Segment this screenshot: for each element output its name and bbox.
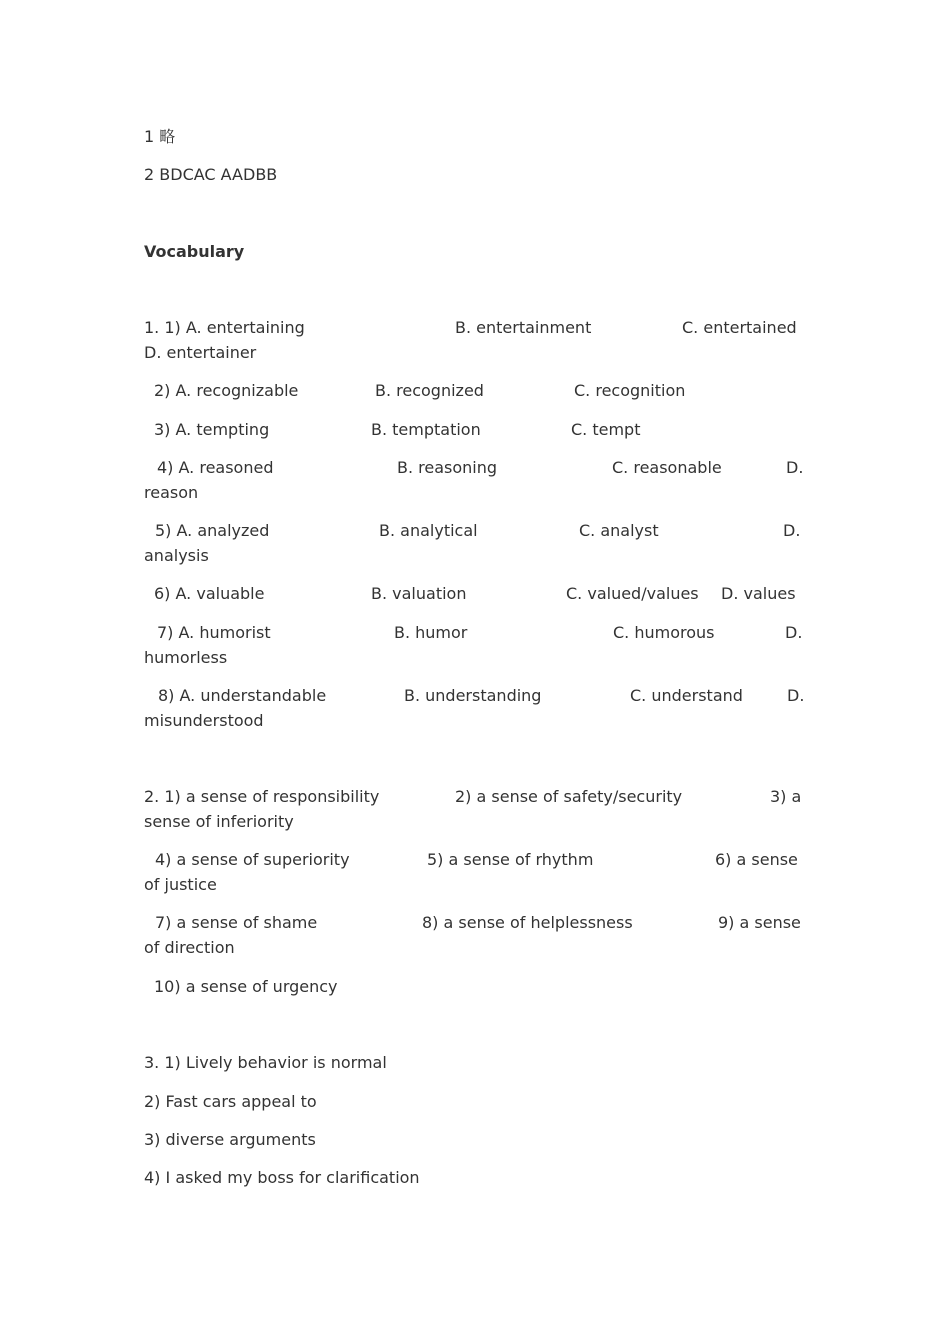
q1-item-1: [144, 315, 806, 340]
option-b: B. recognized: [375, 381, 484, 400]
option-a: 3) A. tempting: [154, 420, 270, 439]
option-c: C. humorous: [613, 623, 715, 642]
q3-item-2: 2) Fast cars appeal to: [144, 1092, 317, 1111]
option-b: B. analytical: [379, 521, 478, 540]
answer-line-1: 1 略: [144, 127, 176, 146]
option-a: 8) A. understandable: [158, 686, 327, 705]
option-a: 7) A. humorist: [157, 623, 271, 642]
phrase-10: 10) a sense of urgency: [154, 977, 338, 996]
q1-item-8: [144, 683, 806, 708]
option-b: B. understanding: [404, 686, 542, 705]
q2-row-3-wrap: of direction: [144, 938, 235, 957]
q1-item-7: [144, 620, 806, 645]
option-b: B. humor: [394, 623, 468, 642]
phrase-3-start: 3) a: [770, 787, 802, 806]
q1-item-3: [144, 417, 806, 442]
option-c: C. understand: [630, 686, 743, 705]
option-c: C. recognition: [574, 381, 686, 400]
q1-item-2: [144, 378, 806, 403]
q2-row-2-wrap: of justice: [144, 875, 217, 894]
q1-item-8-option-d-text: misunderstood: [144, 711, 264, 730]
q3-item-3: 3) diverse arguments: [144, 1130, 316, 1149]
option-d-label: D.: [787, 686, 805, 705]
option-c: C. analyst: [579, 521, 659, 540]
q1-item-7-option-d-text: humorless: [144, 648, 228, 667]
q1-item-6: [144, 581, 806, 606]
q3-item-4: 4) I asked my boss for clarification: [144, 1168, 420, 1187]
option-a: 6) A. valuable: [154, 584, 265, 603]
q1-item-5: [144, 518, 806, 543]
q1-item-4: [144, 455, 806, 480]
option-b: B. temptation: [371, 420, 481, 439]
q1-item-4-option-d-text: reason: [144, 483, 199, 502]
q2-row-2: [144, 847, 806, 872]
option-d: D. values: [721, 584, 796, 603]
option-d-label: D.: [783, 521, 801, 540]
phrase-5: 5) a sense of rhythm: [427, 850, 594, 869]
option-c: C. tempt: [571, 420, 641, 439]
phrase-7: 7) a sense of shame: [155, 913, 318, 932]
option-a: 4) A. reasoned: [157, 458, 274, 477]
phrase-6-start: 6) a sense: [715, 850, 798, 869]
phrase-1: 2. 1) a sense of responsibility: [144, 787, 380, 806]
answer-line-2: 2 BDCAC AADBB: [144, 165, 278, 184]
option-a: 1. 1) A. entertaining: [144, 318, 305, 337]
phrase-8: 8) a sense of helplessness: [422, 913, 633, 932]
q2-row-3: [144, 910, 806, 935]
option-b: B. valuation: [371, 584, 467, 603]
q2-row-1-wrap: sense of inferiority: [144, 812, 294, 831]
option-d-label: D.: [785, 623, 803, 642]
q2-row-4: [144, 974, 806, 999]
option-a: 5) A. analyzed: [155, 521, 270, 540]
section-title: Vocabulary: [144, 242, 245, 261]
q1-item-1-option-d: D. entertainer: [144, 343, 257, 362]
option-b: B. reasoning: [397, 458, 498, 477]
phrase-9-start: 9) a sense: [718, 913, 801, 932]
phrase-4: 4) a sense of superiority: [155, 850, 350, 869]
option-c: C. valued/values: [566, 584, 699, 603]
q2-row-1: [144, 784, 806, 809]
q3-item-1: 3. 1) Lively behavior is normal: [144, 1053, 387, 1072]
q1-item-5-option-d-text: analysis: [144, 546, 209, 565]
option-d-label: D.: [786, 458, 804, 477]
option-c: C. entertained: [682, 318, 797, 337]
option-b: B. entertainment: [455, 318, 592, 337]
phrase-2: 2) a sense of safety/security: [455, 787, 683, 806]
option-a: 2) A. recognizable: [154, 381, 299, 400]
option-c: C. reasonable: [612, 458, 722, 477]
